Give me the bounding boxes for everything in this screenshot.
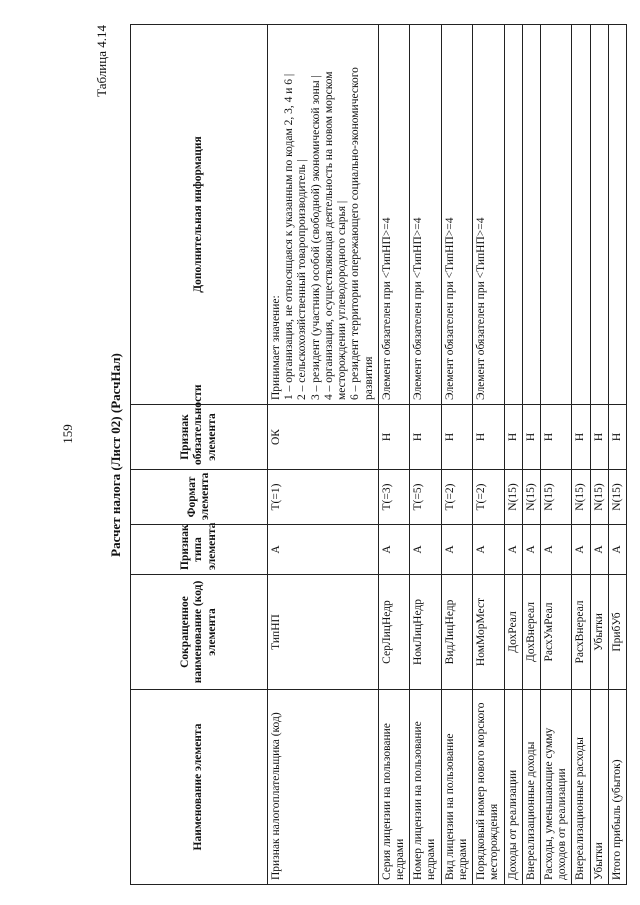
element-format-cell: N(15) [504, 470, 522, 525]
element-required-cell: Н [441, 405, 472, 470]
table-row [441, 25, 472, 885]
element-name-cell: Убытки [590, 690, 608, 885]
additional-info-cell [572, 25, 590, 405]
column-header: Признак типа элемента [131, 525, 268, 575]
additional-info-cell [590, 25, 608, 405]
additional-info-cell [473, 25, 504, 405]
element-type-cell: А [522, 525, 540, 575]
element-required-cell: ОК [268, 405, 379, 470]
additional-info-cell [268, 25, 379, 405]
specification-table [130, 24, 627, 885]
element-format-cell: T(=3) [378, 470, 409, 525]
element-format-cell: N(15) [540, 470, 571, 525]
element-required-cell: Н [522, 405, 540, 470]
table-row [540, 25, 571, 885]
element-code-cell: ТипНП [268, 575, 379, 690]
element-type-cell: А [410, 525, 441, 575]
element-format-cell: T(=2) [473, 470, 504, 525]
table-header-row [131, 25, 268, 885]
element-name-cell: Расходы, уменьшающие сумму доходов от реализации [540, 690, 571, 885]
element-code-cell: РасхУмРеал [540, 575, 571, 690]
element-code-cell: ДохВнереал [522, 575, 540, 690]
element-name-cell: Внереализационные доходы [522, 690, 540, 885]
element-code-cell: РасхВнереал [572, 575, 590, 690]
element-format-cell: N(15) [522, 470, 540, 525]
element-type-cell: А [441, 525, 472, 575]
element-format-cell: N(15) [590, 470, 608, 525]
element-type-cell: А [572, 525, 590, 575]
info-line: Элемент обязателен при <ТипНП>=4 [380, 217, 393, 400]
info-line: 1 – организация, не относящаяся к указанным по кодам 2, 3, 4 и 6 | [283, 73, 296, 400]
element-required-cell: Н [590, 405, 608, 470]
element-format-cell: T(=5) [410, 470, 441, 525]
element-type-cell: А [268, 525, 379, 575]
element-code-cell: НомМорМест [473, 575, 504, 690]
column-header: Дополнительная информация [131, 25, 268, 405]
additional-info-cell [441, 25, 472, 405]
element-name-cell: Вид лицензии на пользование недрами [441, 690, 472, 885]
element-required-cell: Н [608, 405, 626, 470]
element-format-cell: N(15) [608, 470, 626, 525]
info-line: 6 – резидент территории опережающего социально-экономического развития [349, 67, 375, 400]
table-row [473, 25, 504, 885]
element-code-cell: ДохРеал [504, 575, 522, 690]
page-number: 159 [59, 424, 75, 444]
table-label: Таблица 4.14 [94, 25, 109, 97]
element-required-cell: Н [410, 405, 441, 470]
element-name-cell: Итого прибыль (убыток) [608, 690, 626, 885]
element-code-cell: ВидЛицНедр [441, 575, 472, 690]
column-header: Сокращенное наименование (код) элемента [131, 575, 268, 690]
element-code-cell: ПрибУб [608, 575, 626, 690]
additional-info-cell [378, 25, 409, 405]
element-format-cell: N(15) [572, 470, 590, 525]
column-header: Признак обязательности элемента [131, 405, 268, 470]
element-type-cell: А [378, 525, 409, 575]
info-line: 2 – сельскохозяйственный товаропроизводитель | [296, 159, 309, 400]
element-type-cell: А [590, 525, 608, 575]
element-type-cell: А [608, 525, 626, 575]
element-name-cell: Внереализационные расходы [572, 690, 590, 885]
info-line: 4 – организация, осуществляющая деятельность на новом морском месторождении углеводородного сырья | [322, 71, 349, 400]
info-line: Принимает значение: [270, 295, 282, 400]
info-line: 3 – резидент (участник) особой (свободной) экономической зоны | [309, 75, 322, 400]
element-name-cell: Серия лицензии на пользование недрами [378, 690, 409, 885]
element-code-cell: СерЛицНедр [378, 575, 409, 690]
additional-info-cell [522, 25, 540, 405]
table-title: Расчет налога (Лист 02) (РасчНал) [108, 353, 123, 557]
additional-info-cell [608, 25, 626, 405]
element-required-cell: Н [572, 405, 590, 470]
table-row [590, 25, 608, 885]
element-name-cell: Номер лицензии на пользование недрами [410, 690, 441, 885]
rotated-document [88, 25, 623, 885]
element-required-cell: Н [540, 405, 571, 470]
element-format-cell: T(=1) [268, 470, 379, 525]
element-required-cell: Н [378, 405, 409, 470]
info-line: Элемент обязателен при <ТипНП>=4 [443, 217, 456, 400]
element-name-cell: Порядковый номер нового морского месторождения [473, 690, 504, 885]
table-row [572, 25, 590, 885]
additional-info-cell [410, 25, 441, 405]
table-row [378, 25, 409, 885]
element-format-cell: T(=2) [441, 470, 472, 525]
table-row [608, 25, 626, 885]
element-required-cell: Н [473, 405, 504, 470]
table-row [268, 25, 379, 885]
element-name-cell: Признак налогоплательщика (код) [268, 690, 379, 885]
table-row [504, 25, 522, 885]
info-line: Элемент обязателен при <ТипНП>=4 [412, 217, 425, 400]
element-required-cell: Н [504, 405, 522, 470]
info-line: Элемент обязателен при <ТипНП>=4 [475, 217, 488, 400]
table-row [522, 25, 540, 885]
column-header: Формат элемента [131, 470, 268, 525]
element-code-cell: НомЛицНедр [410, 575, 441, 690]
additional-info-cell [504, 25, 522, 405]
element-name-cell: Доходы от реализации [504, 690, 522, 885]
additional-info-cell [540, 25, 571, 405]
element-code-cell: Убытки [590, 575, 608, 690]
element-type-cell: А [504, 525, 522, 575]
element-type-cell: А [473, 525, 504, 575]
table-row [410, 25, 441, 885]
column-header: Наименование элемента [131, 690, 268, 885]
element-type-cell: А [540, 525, 571, 575]
